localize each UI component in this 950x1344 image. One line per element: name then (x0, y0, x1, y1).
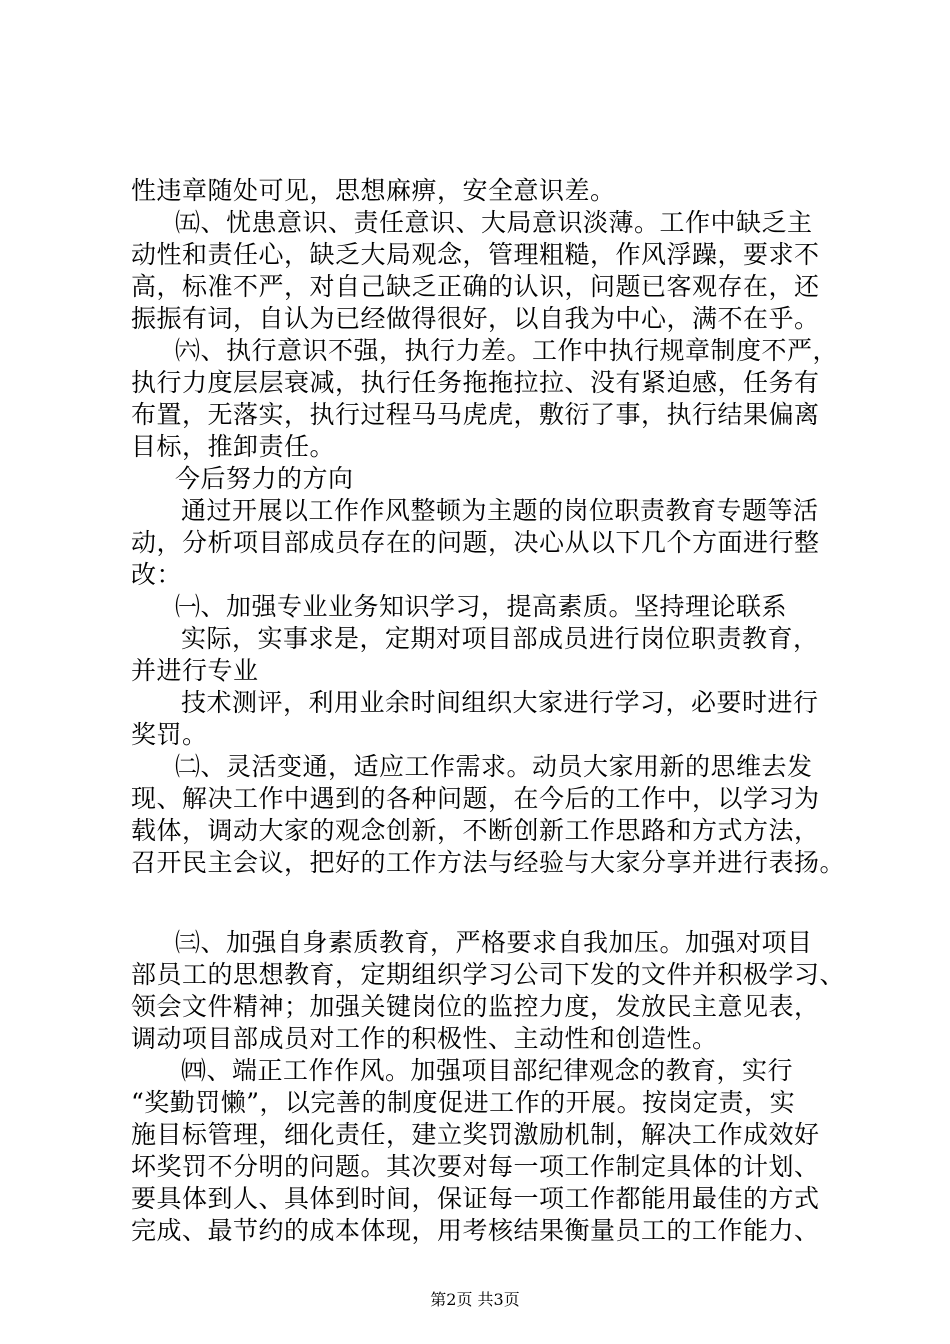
text-line: ㈢、加强自身素质教育，严格要求自我加压。加强对项目 (175, 928, 813, 957)
text-line: 振振有词，自认为已经做得很好，以自我为中心，满不在乎。 (131, 304, 820, 333)
text-line: 施目标管理，细化责任，建立奖罚激励机制，解决工作成效好 (131, 1120, 820, 1149)
text-line: 动，分析项目部成员存在的问题，决心从以下几个方面进行整 (131, 528, 820, 557)
text-line: 高，标准不严，对自己缺乏正确的认识，问题已客观存在，还 (131, 272, 820, 301)
text-line: 调动项目部成员对工作的积极性、主动性和创造性。 (131, 1024, 718, 1053)
text-line: ㈣、端正工作作风。加强项目部纪律观念的教育，实行 (181, 1056, 794, 1085)
text-line: 坏奖罚不分明的问题。其次要对每一项工作制定具体的计划、 (131, 1152, 820, 1181)
text-line: 并进行专业 (131, 656, 259, 685)
text-line: 完成、最节约的成本体现，用考核结果衡量员工的工作能力、 (131, 1216, 820, 1245)
text-line: 性违章随处可见，思想麻痹，安全意识差。 (131, 176, 616, 205)
text-line: 实际，实事求是，定期对项目部成员进行岗位职责教育， (181, 624, 819, 653)
text-line: 召开民主会议，把好的工作方法与经验与大家分享并进行表扬。 (131, 848, 846, 877)
text-line: 要具体到人、具体到时间，保证每一项工作都能用最佳的方式 (131, 1184, 820, 1213)
text-line: “奖勤罚懒”，以完善的制度促进工作的开展。按岗定责，实 (131, 1088, 796, 1117)
text-line: ㈥、执行意识不强，执行力差。工作中执行规章制度不严， (175, 336, 839, 365)
text-line: ㈡、灵活变通，适应工作需求。动员大家用新的思维去发 (175, 752, 813, 781)
text-line: 奖罚。 (131, 720, 208, 749)
text-line: 执行力度层层衰减，执行任务拖拖拉拉、没有紧迫感，任务有 (131, 368, 820, 397)
text-line: 通过开展以工作作风整顿为主题的岗位职责教育专题等活 (181, 496, 819, 525)
text-line: 现、解决工作中遇到的各种问题，在今后的工作中，以学习为 (131, 784, 820, 813)
text-line: 部员工的思想教育，定期组织学习公司下发的文件并积极学习、 (131, 960, 846, 989)
text-line: ㈠、加强专业业务知识学习，提高素质。坚持理论联系 (175, 592, 788, 621)
page-number: 第2页 共3页 (430, 1290, 520, 1309)
text-line: 动性和责任心，缺乏大局观念，管理粗糙，作风浮躁，要求不 (131, 240, 820, 269)
text-line: 领会文件精神；加强关键岗位的监控力度，发放民主意见表， (131, 992, 820, 1021)
text-line: 技术测评，利用业余时间组织大家进行学习，必要时进行 (181, 688, 819, 717)
text-line: ㈤、忧患意识、责任意识、大局意识淡薄。工作中缺乏主 (175, 208, 813, 237)
section-heading: 今后努力的方向 (175, 464, 354, 493)
text-line: 改： (131, 560, 183, 589)
text-line: 目标，推卸责任。 (131, 432, 336, 461)
text-line: 载体，调动大家的观念创新，不断创新工作思路和方式方法， (131, 816, 820, 845)
text-line: 布置，无落实，执行过程马马虎虎，敷衍了事，执行结果偏离 (131, 400, 820, 429)
